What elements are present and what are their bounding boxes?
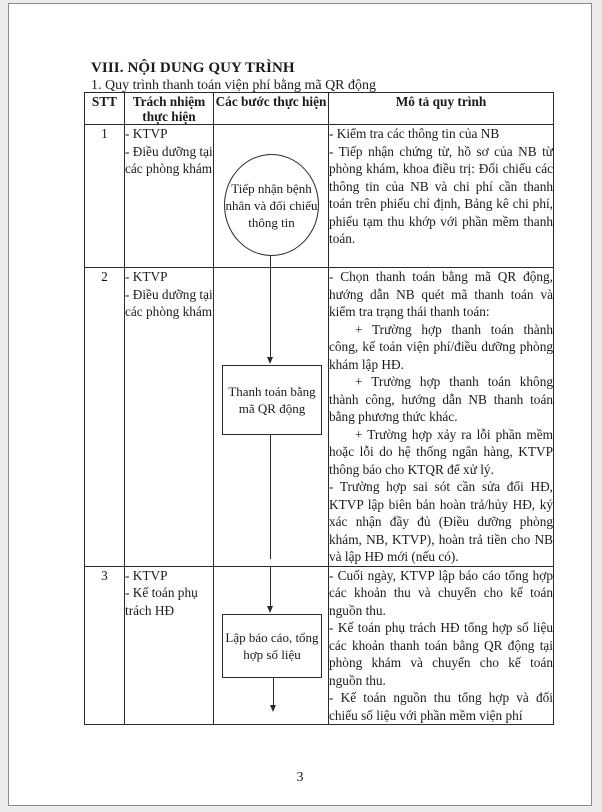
description-item: + Trường hợp thanh toán thành công, kế toán viện phí/điều dưỡng phòng khám lập HĐ. — [329, 321, 553, 372]
description-item: - Tiếp nhận chứng từ, hồ sơ của NB từ phòng khám, khoa điều trị: Đối chiếu các thông tin của NB và chi phí cần thanh toán trên phiếu chỉ định, Bảng kê chi phí, phiếu tạm thu khớp với phần mềm thanh toán. — [329, 143, 553, 246]
row-number: 1 — [85, 125, 125, 268]
table-row — [85, 125, 554, 268]
header-responsibility: Trách nhiệm thực hiện — [125, 93, 214, 125]
description-item: - Kế toán nguồn thu tổng hợp và đối chiếu số liệu với phần mềm viện phí — [329, 690, 553, 723]
flowchart-process-box — [222, 614, 322, 678]
step-label: Tiếp nhận bệnh nhân và đối chiếu thông tin — [225, 180, 318, 230]
responsibility-cell — [125, 566, 214, 725]
responsibility-item: - KTVP — [125, 269, 168, 284]
process-table — [84, 92, 554, 725]
arrow-down-icon — [267, 606, 273, 613]
flow-connector — [270, 435, 271, 559]
step-cell — [214, 268, 329, 567]
flow-connector — [273, 678, 274, 706]
step-label: Lập báo cáo, tổng hợp số liệu — [225, 629, 319, 662]
arrow-down-icon — [270, 705, 276, 712]
section-title: VIII. NỘI DUNG QUY TRÌNH — [91, 60, 295, 76]
flowchart-start-ellipse — [224, 154, 319, 256]
arrow-down-icon — [267, 357, 273, 364]
subtitle: 1. Quy trình thanh toán viện phí bằng mã QR động — [91, 78, 377, 93]
description-item: - Trường hợp sai sót cần sửa đổi HĐ, KTVP lập biên bản hoàn trả/hủy HĐ, ký xác nhận đầy đủ (Điều dưỡng phòng khám, NB, KTVP), hoàn trả tiền cho NB và lập HĐ mới (nếu có). — [329, 479, 553, 564]
step-label: Thanh toán bằng mã QR động — [228, 384, 316, 416]
flow-connector — [270, 268, 271, 358]
table-header-row — [85, 93, 554, 125]
responsibility-item: - KTVP — [125, 567, 168, 583]
description-cell — [329, 125, 554, 268]
flow-connector — [270, 567, 271, 607]
responsibility-item: - Điều dưỡng tại các phòng khám — [125, 143, 213, 176]
row-number: 2 — [85, 268, 125, 567]
responsibility-item: - Kế toán phụ trách HĐ — [125, 585, 198, 618]
header-stt: STT — [85, 93, 125, 125]
description-item: + Trường hợp thanh toán không thành công, hướng dẫn NB thanh toán bằng phương thức khác. — [329, 374, 553, 424]
description-item: - Kế toán phụ trách HĐ tổng hợp số liệu các khoản thanh toán bằng QR động tại phòng khám và chuyển cho kế toán nguồn thu. — [329, 620, 553, 688]
responsibility-item: - Điều dưỡng tại các phòng khám — [125, 286, 213, 319]
description-cell — [329, 268, 554, 567]
step-cell — [214, 566, 329, 725]
responsibility-cell — [125, 125, 214, 268]
row-number: 3 — [85, 566, 125, 725]
responsibility-item: - KTVP — [125, 126, 168, 141]
table-row — [85, 566, 554, 725]
description-item: - Chọn thanh toán bằng mã QR động, hướng dẫn NB quét mã thanh toán và kiểm tra trạng thái thanh toán: — [329, 269, 553, 319]
description-item: - Cuối ngày, KTVP lập báo cáo tổng hợp các khoản thu và chuyển cho kế toán nguồn thu. — [329, 567, 553, 618]
description-item: + Trường hợp xảy ra lỗi phần mềm hoặc lỗi do hệ thống ngân hàng, KTVP thông báo cho KTQR để xử lý. — [329, 426, 553, 477]
page-number: 3 — [296, 770, 304, 785]
step-cell — [214, 125, 329, 268]
flowchart-process-box — [222, 365, 322, 435]
header-steps: Các bước thực hiện — [214, 93, 329, 125]
header-description: Mô tả quy trình — [329, 93, 554, 125]
description-cell — [329, 566, 554, 725]
table-row — [85, 268, 554, 567]
description-item: - Kiểm tra các thông tin của NB — [329, 126, 500, 141]
responsibility-cell — [125, 268, 214, 567]
